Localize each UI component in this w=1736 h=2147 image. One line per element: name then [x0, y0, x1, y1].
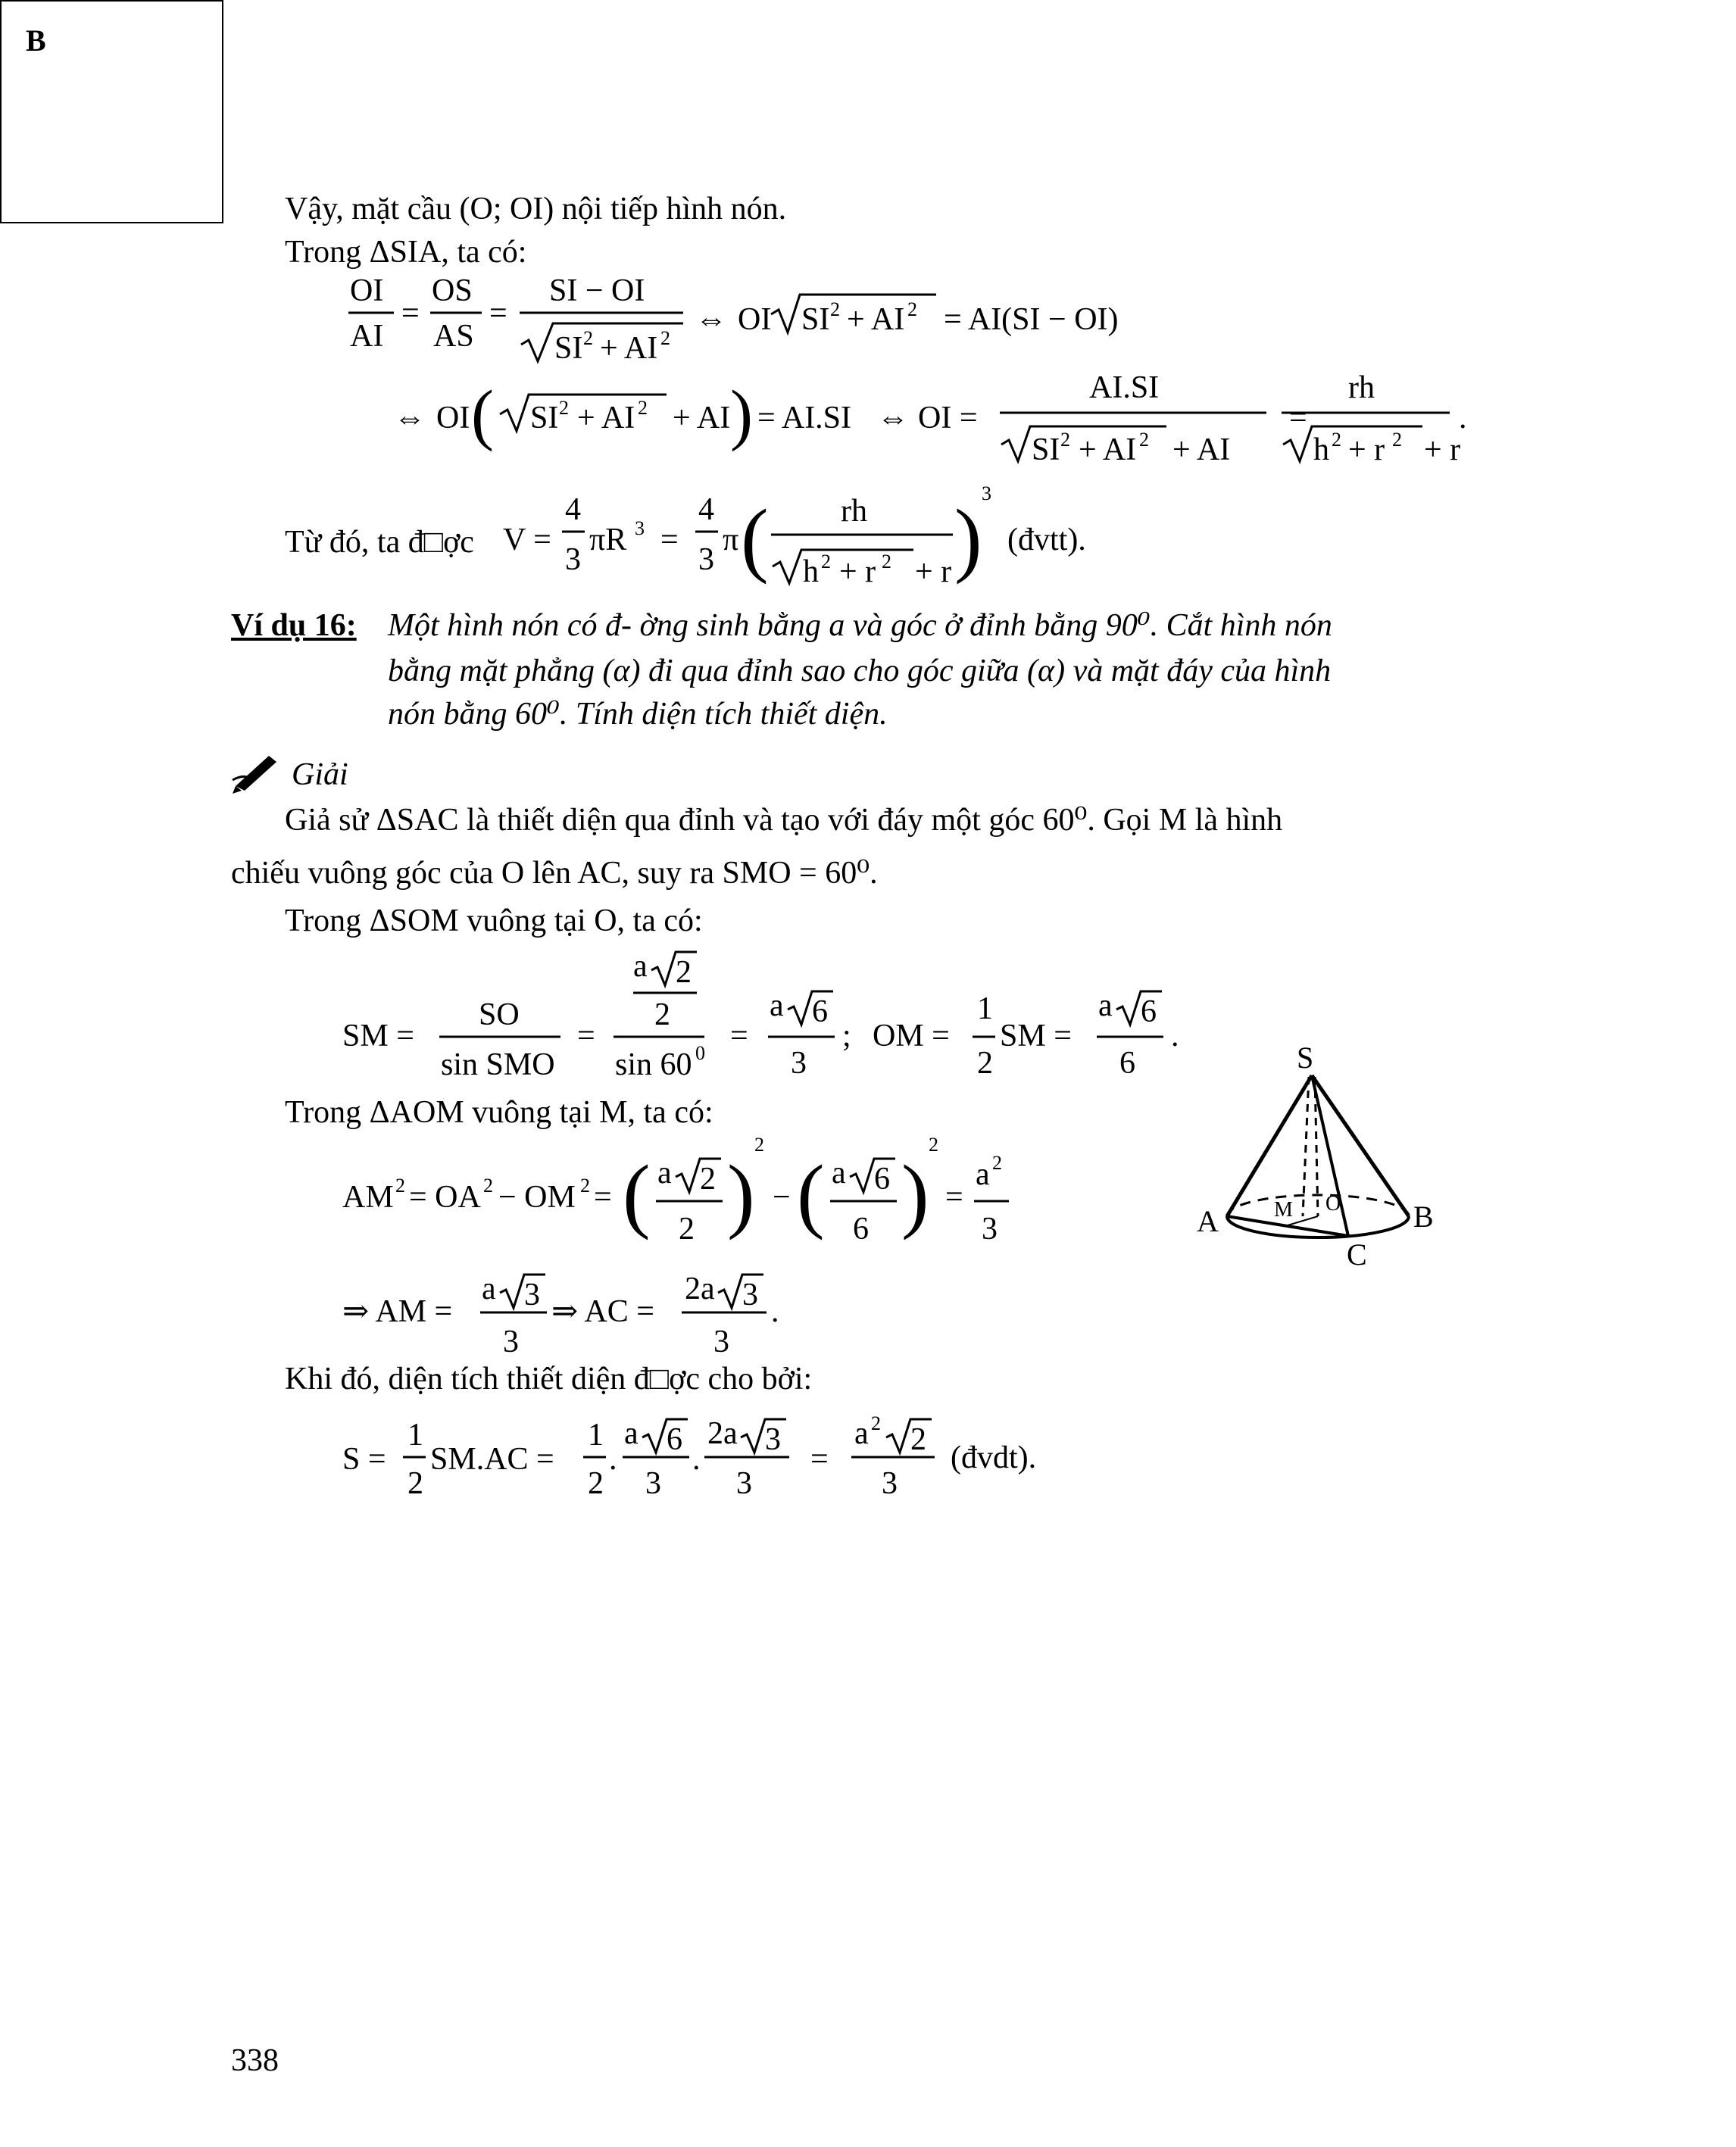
area-unit: (đvdt). — [951, 1440, 1037, 1475]
svg-text:SI: SI — [554, 331, 583, 366]
svg-text:2: 2 — [882, 551, 891, 573]
svg-text:= AI(SI − OI): = AI(SI − OI) — [944, 302, 1119, 337]
svg-text:= AI.SI: = AI.SI — [757, 401, 852, 435]
svg-text:3: 3 — [503, 1325, 519, 1359]
svg-text:a: a — [1098, 988, 1113, 1023]
svg-text:⇔: ⇔ — [877, 401, 909, 435]
solution-para-1a: Giả sử ΔSAC là thiết diện qua đỉnh và tạo với đáy một góc 60⁰. Gọi M là hình — [285, 803, 1283, 838]
svg-text:.: . — [1171, 1019, 1179, 1053]
svg-text:+ r: + r — [1424, 432, 1461, 467]
svg-text:OI =: OI = — [918, 401, 978, 435]
svg-text:3: 3 — [736, 1466, 752, 1501]
svg-text:OI: OI — [350, 273, 384, 308]
svg-text:3: 3 — [565, 542, 581, 577]
svg-text:2: 2 — [1060, 429, 1070, 451]
svg-text:2: 2 — [654, 997, 670, 1032]
line-triangle-sia: Trong ΔSIA, ta có: — [285, 235, 527, 270]
svg-text:4: 4 — [565, 492, 581, 527]
svg-text:2: 2 — [929, 1134, 938, 1156]
svg-text:OS: OS — [432, 273, 473, 308]
svg-text:+ r: + r — [915, 554, 952, 589]
svg-text:2: 2 — [676, 955, 692, 990]
svg-text:): ) — [954, 492, 982, 585]
svg-text:2: 2 — [1332, 429, 1341, 451]
svg-text:): ) — [901, 1148, 929, 1240]
svg-text:3: 3 — [645, 1466, 661, 1501]
svg-text:a: a — [832, 1156, 846, 1191]
svg-text:6: 6 — [667, 1422, 682, 1457]
svg-text:6: 6 — [1141, 994, 1157, 1029]
svg-text:=: = — [594, 1180, 612, 1215]
svg-text:3: 3 — [765, 1422, 781, 1457]
svg-text:2a: 2a — [707, 1416, 738, 1451]
svg-text:=: = — [730, 1019, 748, 1053]
example-label: Ví dụ 16: — [231, 608, 357, 643]
svg-text:6: 6 — [1119, 1046, 1135, 1081]
svg-text:2a: 2a — [685, 1272, 715, 1306]
svg-text:4: 4 — [698, 492, 714, 527]
svg-text:2: 2 — [638, 397, 648, 419]
svg-text:− OM: − OM — [498, 1180, 576, 1215]
label-a: A — [1197, 1204, 1219, 1238]
svg-text:0: 0 — [695, 1042, 705, 1064]
svg-text:⇒ AC =: ⇒ AC = — [551, 1294, 654, 1329]
svg-text:2: 2 — [580, 1175, 590, 1197]
svg-text:a: a — [624, 1416, 639, 1451]
svg-text:3: 3 — [982, 482, 991, 504]
svg-text:OI: OI — [436, 401, 470, 435]
svg-text:.: . — [692, 1442, 701, 1477]
svg-text:2: 2 — [910, 1422, 926, 1457]
svg-text:2: 2 — [1139, 429, 1149, 451]
corner-box — [0, 0, 223, 223]
svg-text:=: = — [489, 296, 507, 331]
svg-text:3: 3 — [635, 517, 645, 539]
svg-text:SI: SI — [530, 401, 559, 435]
solution-para-2: Trong ΔSOM vuông tại O, ta có: — [285, 903, 703, 938]
svg-text:+ AI: + AI — [600, 331, 658, 366]
svg-text:2: 2 — [907, 298, 917, 320]
svg-text:=: = — [577, 1019, 595, 1053]
svg-text:rh: rh — [1348, 370, 1375, 405]
svg-text:+ AI: + AI — [673, 401, 731, 435]
svg-text:SI: SI — [801, 302, 830, 337]
svg-text:2: 2 — [871, 1412, 881, 1434]
label-o: O — [1325, 1192, 1341, 1215]
svg-text:(: ( — [471, 377, 494, 452]
svg-text:2: 2 — [977, 1046, 993, 1081]
svg-text:AI: AI — [350, 319, 384, 354]
svg-text:a: a — [633, 949, 648, 984]
svg-text:): ) — [730, 377, 753, 452]
svg-text:(: ( — [741, 492, 769, 585]
corner-letter: B — [26, 23, 46, 58]
page-number: 338 — [231, 2043, 279, 2078]
svg-text:πR: πR — [589, 523, 627, 557]
svg-text:a: a — [976, 1157, 990, 1192]
svg-text:(đvtt).: (đvtt). — [1007, 523, 1086, 557]
svg-text:2: 2 — [559, 397, 569, 419]
svg-text:2: 2 — [821, 551, 831, 573]
svg-text:−: − — [773, 1180, 791, 1215]
svg-text:V =: V = — [503, 523, 551, 557]
solution-para-1b: chiếu vuông góc của O lên AC, suy ra SMO = 60⁰. — [231, 856, 878, 891]
svg-text:2: 2 — [992, 1152, 1002, 1174]
svg-text:+ AI: + AI — [1079, 432, 1137, 467]
svg-text:+ r: + r — [1348, 432, 1385, 467]
line-sphere-inscribed: Vậy, mặt cầu (O; OI) nội tiếp hình nón. — [285, 192, 787, 226]
label-b: B — [1413, 1200, 1434, 1234]
svg-text:h: h — [803, 554, 819, 589]
svg-text:OM =: OM = — [873, 1019, 950, 1053]
svg-text:3: 3 — [791, 1046, 807, 1081]
svg-text:AI.SI: AI.SI — [1089, 370, 1160, 405]
svg-text:3: 3 — [713, 1325, 729, 1359]
svg-text:SM.AC =: SM.AC = — [430, 1442, 554, 1477]
example-line-2: bằng mặt phẳng (α) đi qua đỉnh sao cho góc giữa (α) và mặt đáy của hình — [388, 654, 1332, 688]
svg-text:2: 2 — [583, 327, 593, 349]
svg-text:=: = — [945, 1180, 963, 1215]
svg-text:=: = — [1289, 401, 1307, 435]
svg-text:+ AI: + AI — [1172, 432, 1231, 467]
svg-text:⇔: ⇔ — [695, 302, 727, 337]
svg-text:(: ( — [797, 1148, 825, 1240]
example-line-3: nón bằng 60⁰. Tính diện tích thiết diện. — [388, 697, 888, 732]
svg-text:.: . — [609, 1442, 617, 1477]
svg-text:;: ; — [842, 1019, 851, 1053]
label-s: S — [1297, 1041, 1314, 1075]
svg-text:2: 2 — [1392, 429, 1402, 451]
svg-text:a: a — [482, 1272, 496, 1306]
svg-text:SO: SO — [479, 997, 520, 1032]
formula-sm-om — [333, 943, 1212, 1094]
label-c: C — [1347, 1237, 1367, 1272]
svg-text:2: 2 — [395, 1175, 405, 1197]
example-line-1: Một hình nón có đ- ờng sinh bằng a và góc ở đỉnh bằng 90⁰. Cắt hình nón — [388, 608, 1332, 643]
svg-text:=: = — [810, 1442, 829, 1477]
svg-text:= OA: = OA — [409, 1180, 481, 1215]
pencil-icon — [231, 750, 284, 795]
svg-text:2: 2 — [483, 1175, 493, 1197]
solution-para-3: Trong ΔAOM vuông tại M, ta có: — [285, 1095, 713, 1130]
formula-am-squared — [333, 1128, 1015, 1257]
svg-text:S =: S = — [342, 1442, 386, 1477]
svg-text:=: = — [660, 523, 679, 557]
svg-text:AM: AM — [342, 1180, 394, 1215]
formula-am-ac — [333, 1261, 818, 1367]
svg-text:=: = — [401, 296, 420, 331]
svg-text:+ AI: + AI — [847, 302, 905, 337]
solution-heading: Giải — [292, 757, 348, 792]
cone-figure — [1197, 1038, 1439, 1272]
svg-text:): ) — [727, 1148, 755, 1240]
svg-text:.: . — [771, 1294, 779, 1329]
svg-text:2: 2 — [679, 1212, 695, 1247]
solution-para-4: Khi đó, diện tích thiết diện đ□ợc cho bởi: — [285, 1362, 813, 1396]
svg-text:3: 3 — [742, 1278, 758, 1312]
svg-text:3: 3 — [982, 1212, 998, 1247]
svg-text:.: . — [1459, 401, 1467, 435]
svg-text:SI: SI — [1032, 432, 1060, 467]
svg-text:1: 1 — [588, 1418, 604, 1453]
svg-text:6: 6 — [853, 1212, 869, 1247]
svg-text:AS: AS — [433, 319, 474, 354]
formula-volume — [500, 477, 1257, 598]
svg-text:rh: rh — [841, 494, 867, 529]
svg-text:3: 3 — [524, 1278, 540, 1312]
svg-text:π: π — [723, 523, 739, 557]
svg-text:sin 60: sin 60 — [615, 1047, 692, 1082]
svg-text:SM =: SM = — [1000, 1019, 1072, 1053]
svg-text:+ r: + r — [839, 554, 876, 589]
svg-text:(: ( — [623, 1148, 651, 1240]
svg-text:SM =: SM = — [342, 1019, 414, 1053]
svg-text:2: 2 — [754, 1134, 764, 1156]
svg-text:a: a — [770, 988, 784, 1023]
svg-text:+ AI: + AI — [577, 401, 635, 435]
svg-text:2: 2 — [588, 1466, 604, 1501]
svg-text:⇒ AM =: ⇒ AM = — [342, 1294, 453, 1329]
svg-text:h: h — [1313, 432, 1329, 467]
svg-text:a: a — [657, 1156, 672, 1191]
svg-text:OI: OI — [738, 302, 772, 337]
svg-text:3: 3 — [882, 1466, 898, 1501]
svg-text:2: 2 — [700, 1162, 716, 1197]
svg-text:SI − OI: SI − OI — [549, 273, 645, 308]
svg-text:1: 1 — [977, 991, 993, 1026]
formula-sia — [333, 269, 1545, 481]
svg-text:2: 2 — [660, 327, 670, 349]
svg-text:2: 2 — [407, 1466, 423, 1501]
svg-text:a: a — [854, 1416, 869, 1451]
svg-text:sin SMO: sin SMO — [441, 1047, 555, 1082]
svg-text:6: 6 — [812, 994, 828, 1029]
svg-text:1: 1 — [407, 1418, 423, 1453]
line-volume-prefix: Từ đó, ta đ□ợc — [285, 525, 474, 560]
svg-text:3: 3 — [698, 542, 714, 577]
svg-text:6: 6 — [874, 1162, 890, 1197]
svg-text:⇔: ⇔ — [394, 401, 426, 435]
label-m: M — [1274, 1198, 1293, 1222]
svg-text:2: 2 — [830, 298, 840, 320]
